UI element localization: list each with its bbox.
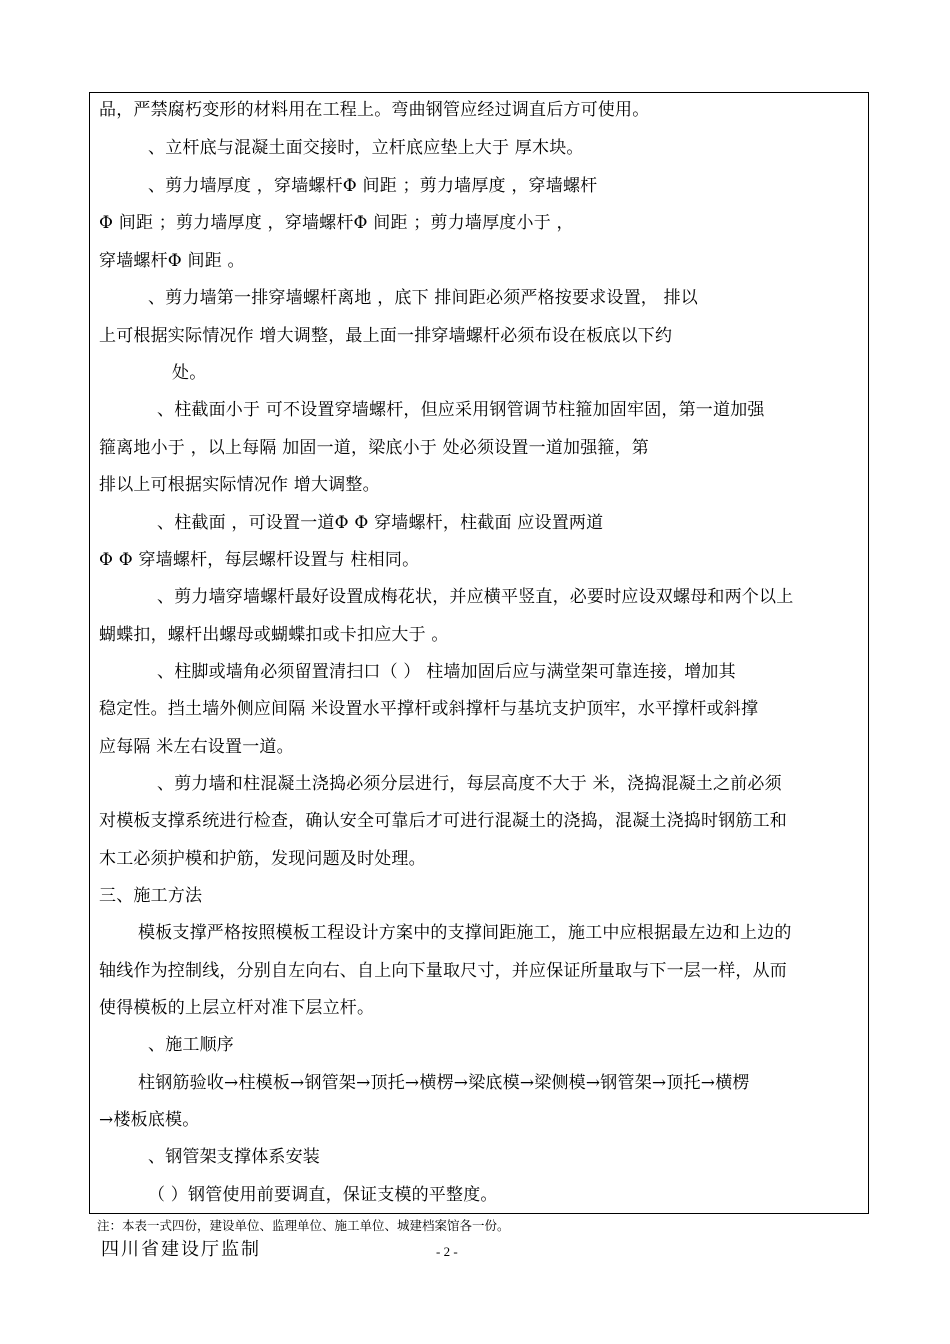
section-heading: 三、施工方法 xyxy=(99,886,203,906)
text-line: （ ）钢管使用前要调直，保证支模的平整度。 xyxy=(148,1185,498,1205)
text-line: 使得模板的上层立杆对准下层立杆。 xyxy=(99,998,375,1018)
text-line: 排以上可根据实际情况作 增大调整。 xyxy=(99,475,380,495)
footer-note: 注：本表一式四份，建设单位、监理单位、施工单位、城建档案馆各一份。 xyxy=(97,1218,510,1233)
text-line: →楼板底模。 xyxy=(99,1110,200,1130)
text-line: 、施工顺序 xyxy=(148,1035,234,1055)
text-line: Φ 间距 ；剪力墙厚度 ，穿墙螺杆Φ 间距 ；剪力墙厚度小于 ， xyxy=(99,213,574,233)
text-line: 蝴蝶扣，螺杆出螺母或蝴蝶扣或卡扣应大于 。 xyxy=(99,625,449,645)
text-line: 穿墙螺杆Φ 间距 。 xyxy=(99,251,245,271)
text-line: 柱钢筋验收→柱模板→钢管架→顶托→横楞→梁底模→梁侧模→钢管架→顶托→横楞 xyxy=(138,1073,750,1093)
text-line: 品，严禁腐朽变形的材料用在工程上。弯曲钢管应经过调直后方可使用。 xyxy=(99,100,650,120)
text-line: 对模板支撑系统进行检查，确认安全可靠后才可进行混凝土的浇捣，混凝土浇捣时钢筋工和 xyxy=(99,811,787,831)
text-line: 、剪力墙第一排穿墙螺杆离地 ，底下 排间距必须严格按要求设置， 排以 xyxy=(148,288,699,308)
text-line: 、柱截面 ，可设置一道Φ Φ 穿墙螺杆，柱截面 应设置两道 xyxy=(157,513,604,533)
footer-org: 四川省建设厅监制 xyxy=(101,1239,261,1260)
text-line: 、立杆底与混凝土面交接时，立杆底应垫上大于 厚木块。 xyxy=(148,138,584,158)
text-line: 、柱脚或墙角必须留置清扫口（ ） 柱墙加固后应与满堂架可靠连接，增加其 xyxy=(157,662,736,682)
text-line: 、钢管架支撑体系安装 xyxy=(148,1147,320,1167)
text-line: 处。 xyxy=(172,363,207,383)
text-line: Φ Φ 穿墙螺杆，每层螺杆设置与 柱相同。 xyxy=(99,550,420,570)
text-line: 、剪力墙和柱混凝土浇捣必须分层进行，每层高度不大于 米，浇捣混凝土之前必须 xyxy=(157,774,782,794)
text-line: 应每隔 米左右设置一道。 xyxy=(99,737,294,757)
text-line: 木工必须护模和护筋，发现问题及时处理。 xyxy=(99,849,426,869)
page-number: - 2 - xyxy=(436,1244,458,1259)
text-line: 箍离地小于 ，以上每隔 加固一道，梁底小于 处必须设置一道加强箍，第 xyxy=(99,438,650,458)
text-line: 轴线作为控制线，分别自左向右、自上向下量取尺寸，并应保证所量取与下一层一样，从而 xyxy=(99,961,787,981)
text-line: 、柱截面小于 可不设置穿墙螺杆，但应采用钢管调节柱箍加固牢固，第一道加强 xyxy=(157,400,765,420)
text-line: 、剪力墙穿墙螺杆最好设置成梅花状，并应横平竖直，必要时应设双螺母和两个以上 xyxy=(157,587,794,607)
text-line: 稳定性。挡土墙外侧应间隔 米设置水平撑杆或斜撑杆与基坑支护顶牢，水平撑杆或斜撑 xyxy=(99,699,759,719)
text-line: 模板支撑严格按照模板工程设计方案中的支撑间距施工，施工中应根据最左边和上边的 xyxy=(138,923,792,943)
text-line: 、剪力墙厚度 ，穿墙螺杆Φ 间距 ；剪力墙厚度 ，穿墙螺杆 xyxy=(148,176,598,196)
text-line: 上可根据实际情况作 增大调整，最上面一排穿墙螺杆必须布设在板底以下约 xyxy=(99,326,673,346)
